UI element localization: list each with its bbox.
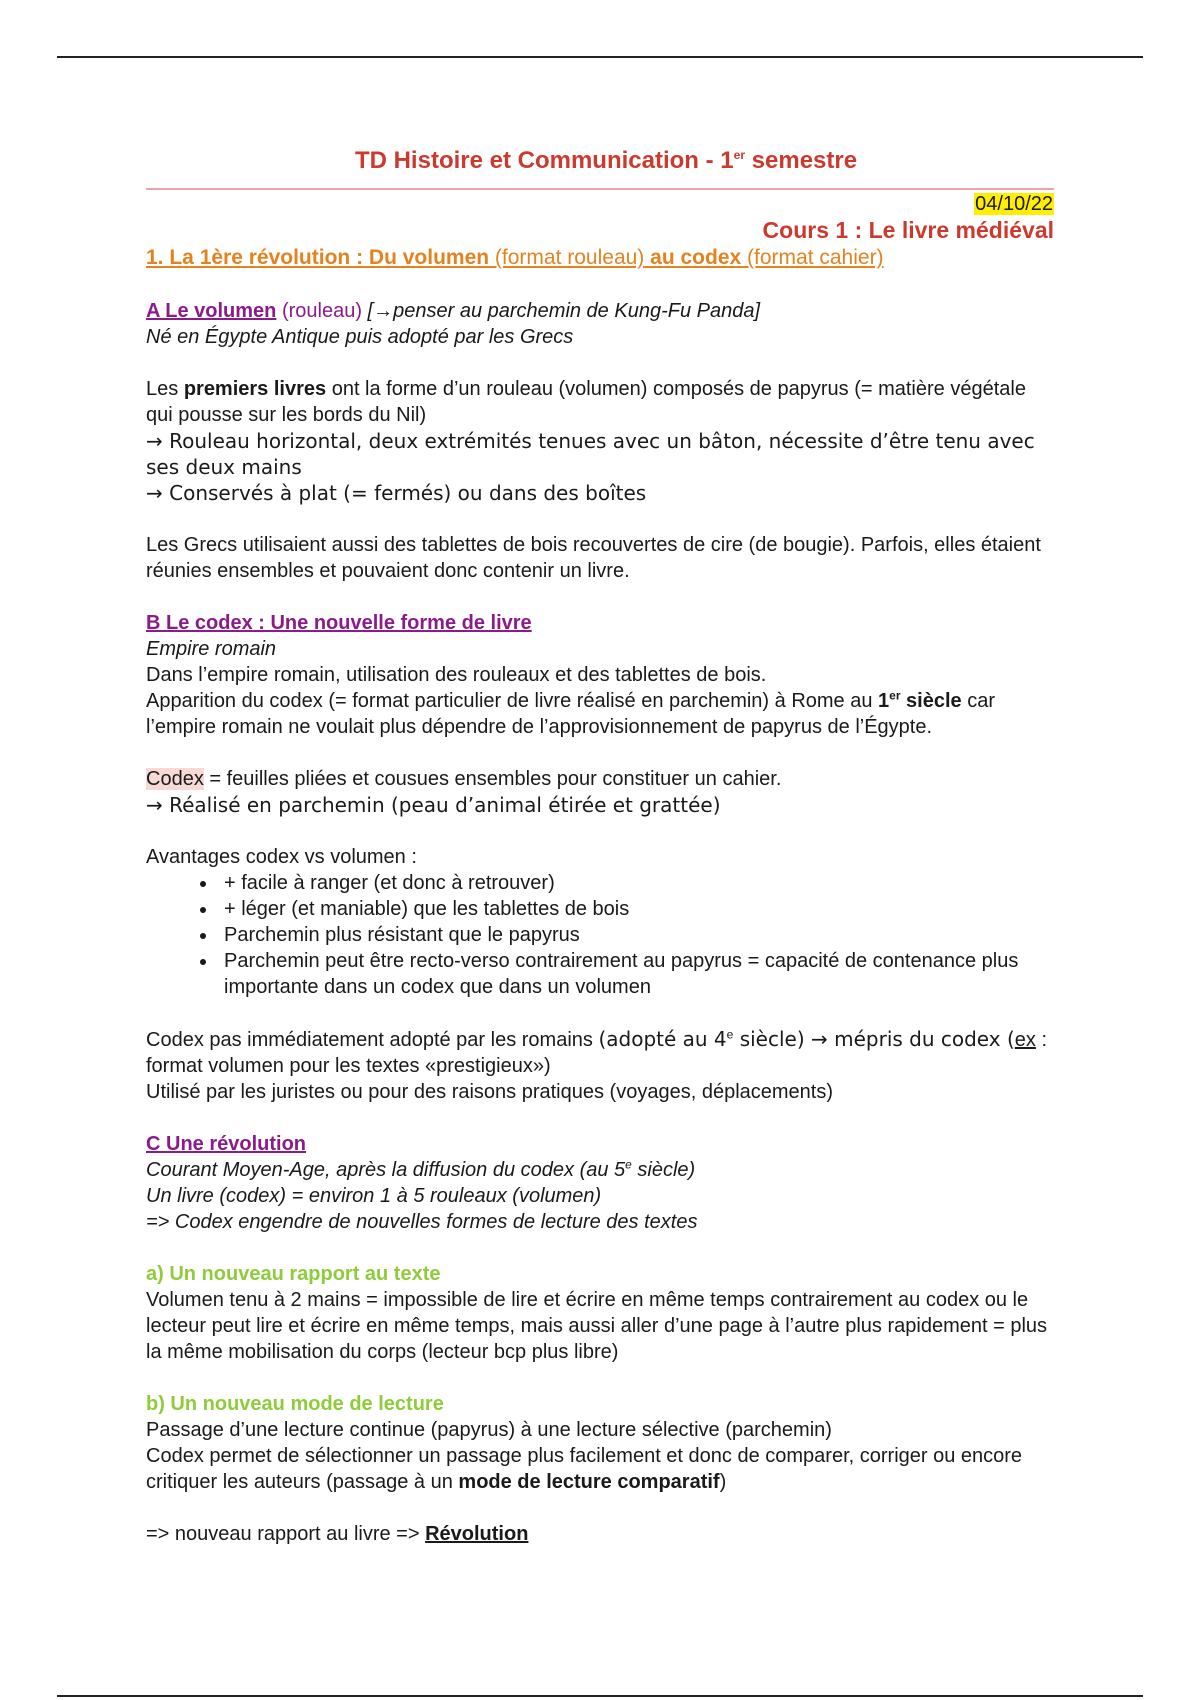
part-c-line-3: => Codex engendre de nouvelles formes de lecture des textes xyxy=(146,1211,698,1233)
part-a-arrow-2: → Conservés à plat (= fermés) ou dans des boîtes xyxy=(146,481,647,505)
date-badge: 04/10/22 xyxy=(975,193,1053,215)
page-title: TD Histoire et Communication - 1er semestre xyxy=(354,147,858,174)
list-item: • Parchemin peut être recto-verso contrairement au papyrus = capacité de contenance plus importante dans un codex que dans un volumen xyxy=(218,948,1054,1000)
part-a-arrow-1: → Rouleau horizontal, deux extrémités tenues avec un bâton, nécessite d’être tenu avec ses deux mains xyxy=(146,429,1035,479)
section-1-title: 1. La 1ère révolution : Du volumen (format rouleau) au codex (format cahier) xyxy=(146,246,884,269)
sub-b-line-2: Codex permet de sélectionner un passage plus facilement et donc de comparer, corriger ou encore critiquer les auteurs (passage à un mode de lecture comparatif) xyxy=(146,1445,1023,1493)
title-divider xyxy=(146,188,1054,190)
part-b-origin: Empire romain xyxy=(146,638,277,660)
part-b-line-1: Dans l’empire romain, utilisation des rouleaux et des tablettes de bois. xyxy=(146,664,767,686)
codex-highlight: Codex xyxy=(146,768,204,790)
codex-definition: Codex = feuilles pliées et cousues ensembles pour constituer un cahier. xyxy=(146,768,782,790)
list-item: • + facile à ranger (et donc à retrouver) xyxy=(218,870,1054,896)
sub-a-text: Volumen tenu à 2 mains = impossible de lire et écrire en même temps contrairement au codex ou le lecteur peut lire et écrire en même temps, mais aussi aller d’une page à l’autre plus rapidement = plus la même mobilisation du corps (lecteur bcp plus libre) xyxy=(146,1289,1048,1363)
document-page xyxy=(146,146,1054,1547)
sub-b-line-1: Passage d’une lecture continue (papyrus) à une lecture sélective (parchemin) xyxy=(146,1419,832,1441)
part-a-paragraph-1: Les premiers livres ont la forme d’un rouleau (volumen) composés de papyrus (= matière végétale qui pousse sur les bords du Nil) xyxy=(146,378,1026,426)
course-title: Cours 1 : Le livre médiéval xyxy=(762,217,1054,243)
list-item: • Parchemin plus résistant que le papyrus xyxy=(218,922,1054,948)
codex-definition-arrow: → Réalisé en parchemin (peau d’animal étirée et grattée) xyxy=(146,793,721,817)
list-item: • + léger (et maniable) que les tablettes de bois xyxy=(218,896,1054,922)
bottom-page-rule xyxy=(57,1695,1143,1697)
part-b-line-2: Apparition du codex (= format particulier de livre réalisé en parchemin) à Rome au 1er siècle car l’empire romain ne voulait plus dépendre de l’approvisionnement de papyrus de l’Égypte. xyxy=(146,688,996,738)
advantages-list xyxy=(146,870,1054,1000)
part-b-heading: B Le codex : Une nouvelle forme de livre xyxy=(146,612,532,634)
sub-a-heading: a) Un nouveau rapport au texte xyxy=(146,1263,441,1285)
part-c-heading: C Une révolution xyxy=(146,1133,307,1155)
part-a-origin: Né en Égypte Antique puis adopté par les Grecs xyxy=(146,326,574,348)
advantages-title: Avantages codex vs volumen : xyxy=(146,846,417,868)
adoption-usage: Utilisé par les juristes ou pour des raisons pratiques (voyages, déplacements) xyxy=(146,1081,834,1103)
conclusion-line: => nouveau rapport au livre => Révolution xyxy=(146,1523,529,1545)
top-page-rule xyxy=(57,56,1143,58)
adoption-paragraph: Codex pas immédiatement adopté par les romains (adopté au 4e siècle) → mépris du codex (ex : format volumen pour les textes «prestigieux») xyxy=(146,1027,1048,1077)
part-a-heading: A Le volumen (rouleau) [→penser au parchemin de Kung-Fu Panda] xyxy=(146,300,761,322)
part-c-line-2: Un livre (codex) = environ 1 à 5 rouleaux (volumen) xyxy=(146,1185,602,1207)
part-a-paragraph-2: Les Grecs utilisaient aussi des tablettes de bois recouvertes de cire (de bougie). Parfois, elles étaient réunies ensembles et pouvaient donc contenir un livre. xyxy=(146,534,1041,582)
part-c-line-1: Courant Moyen-Age, après la diffusion du codex (au 5e siècle) xyxy=(146,1157,696,1181)
date-row xyxy=(146,192,1054,216)
sub-b-heading: b) Un nouveau mode de lecture xyxy=(146,1393,444,1415)
